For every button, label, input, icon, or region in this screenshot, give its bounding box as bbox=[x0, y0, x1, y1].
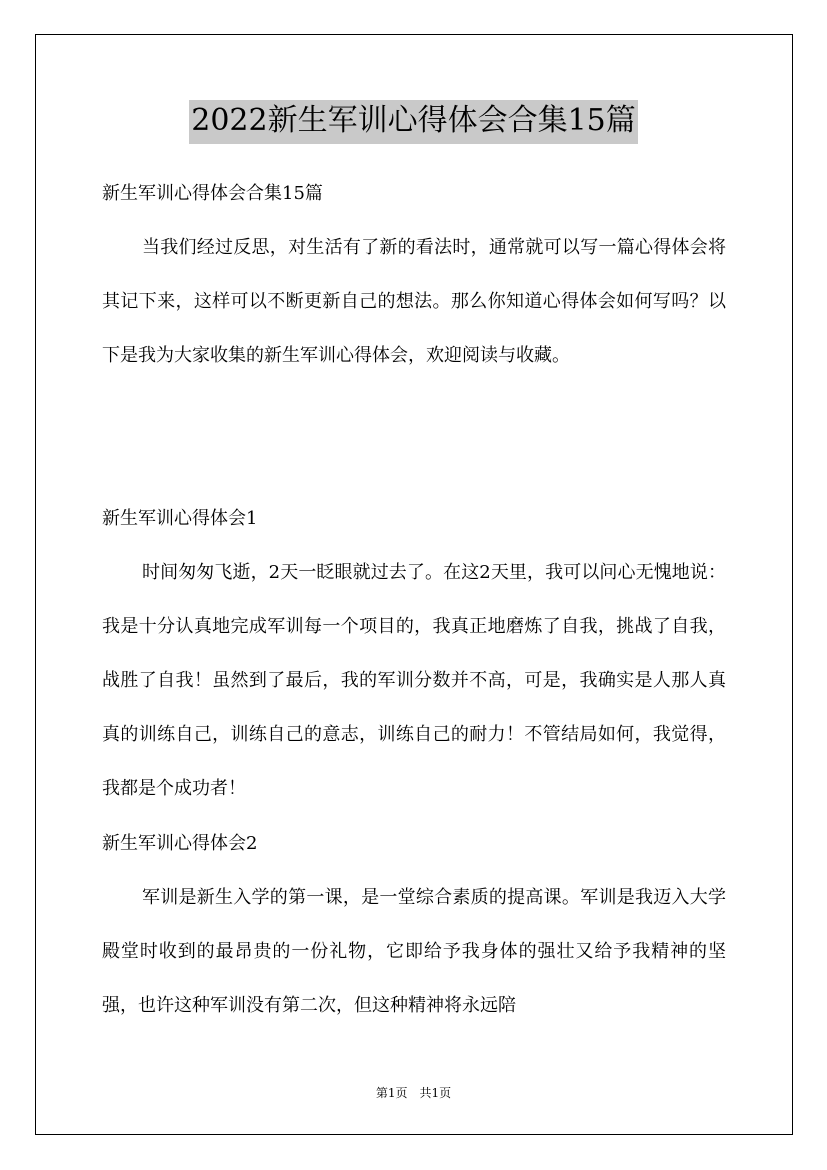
page-footer bbox=[0, 1084, 827, 1101]
document-title: 2022新生军训心得体会合集15篇 bbox=[189, 100, 638, 144]
section-body-1: 时间匆匆飞逝，2天一眨眼就过去了。在这2天里，我可以问心无愧地说：我是十分认真地完成军训每一个项目的，我真正地磨炼了自我，挑战了自我，战胜了自我！虽然到了最后，我的军训分数并不高，可是，我确实是人那人真真的训练自己，训练自己的意志，训练自己的耐力！不管结局如何，我觉得，我都是个成功者！ bbox=[102, 562, 726, 799]
section-body-2: 军训是新生入学的第一课，是一堂综合素质的提高课。军训是我迈入大学殿堂时收到的最昂贵的一份礼物，它即给予我身体的强壮又给予我精神的坚强，也许这种军训没有第二次，但这种精神将永远陪 bbox=[102, 887, 726, 1016]
section-heading-1: 新生军训心得体会1 bbox=[102, 508, 258, 529]
page-total: 共1页 bbox=[419, 1086, 452, 1100]
section-heading-2: 新生军训心得体会2 bbox=[102, 833, 258, 854]
intro-paragraph: 当我们经过反思，对生活有了新的看法时，通常就可以写一篇心得体会将其记下来，这样可以不断更新自己的想法。那么你知道心得体会如何写吗？以下是我为大家收集的新生军训心得体会，欢迎阅读与收藏。 bbox=[102, 237, 726, 366]
page-number: 第1页 bbox=[375, 1086, 408, 1100]
title-container bbox=[0, 100, 827, 144]
subtitle: 新生军训心得体会合集15篇 bbox=[102, 183, 323, 204]
